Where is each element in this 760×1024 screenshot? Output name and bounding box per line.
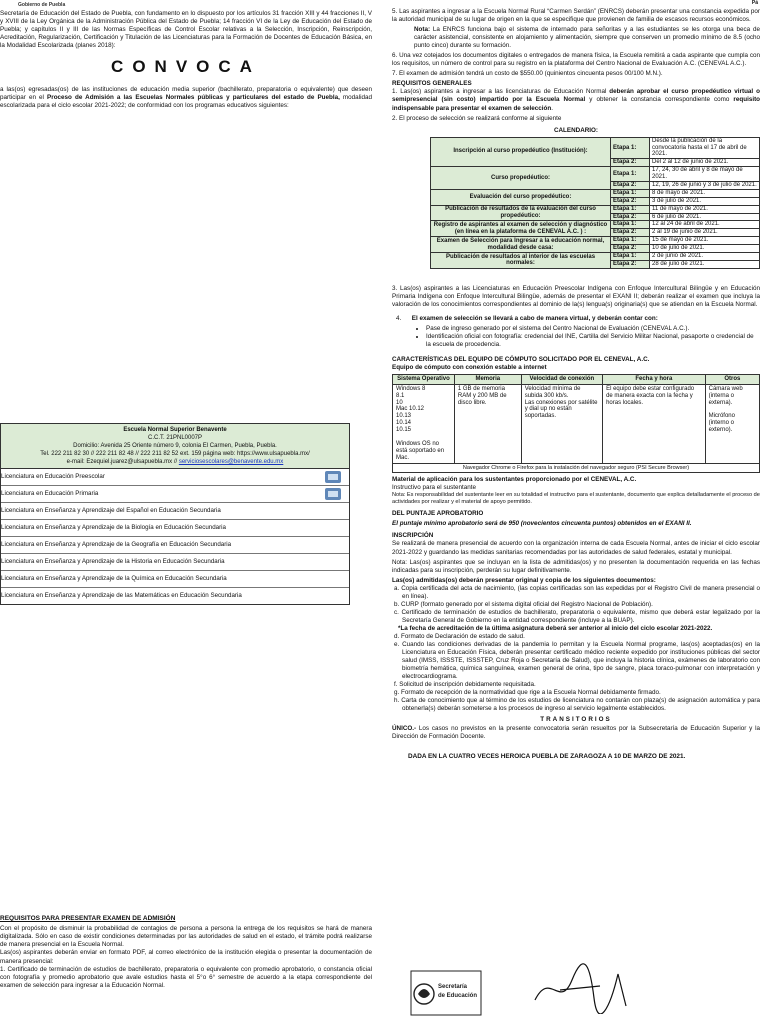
program-row: Licenciatura en Enseñanza y Aprendizaje de la Biología en Educación Secundaria <box>1 520 349 537</box>
right-column <box>392 0 760 761</box>
calendar-date: 17, 24, 30 de abril y 8 de mayo de 2021. <box>650 167 760 182</box>
program-logo-icon <box>325 471 341 483</box>
inscripcion-text: Se realizará de manera presencial de acuerdo con la organización interna de cada Escuela Normal, antes de iniciar el ciclo escolar 2021-2022 y guardando las medidas sanitarias recomendadas por las autoridades de salud federales, estatal y municipal. <box>392 540 760 556</box>
calendar-date: 12 al 24 de abril de 2021. <box>650 221 760 229</box>
school-email: e-mail: Ezequiel.juarez@ulsapuebla.mx // serviciosescolares@benavente.edu.mx <box>66 459 284 466</box>
program-row: Licenciatura en Educación Primaria <box>1 486 349 503</box>
doc-item: g. Formato de recepción de la normatividad que rige a la Escuela Normal debidamente firmado. <box>394 689 661 697</box>
calendar-row <box>431 221 760 229</box>
program-logo-icon <box>325 488 341 500</box>
school-address: Domicilio: Avenida 25 Oriente número 9, colonia El Carmen, Puebla, Puebla. <box>73 443 277 450</box>
doc-item: e. Cuando las condiciones derivadas de la pandemia lo permitan y la Escuela Normal programe, las(os) aceptadas(os) en la Licenciatura en Educación Física, deberán presentar certificado médico reciente expedido por instituciones públicas del sector salud (IMSS, ISSSTE, ISSSTEP, Cruz Roja o Secretaría de Salud), que incluya la historia clínica, exámenes de laboratorio con biometría hemática, química sanguínea, examen general de orina, tipo de sangre, placa toraco-pulmonar con interpretación y electrocardiograma. <box>394 641 760 681</box>
calendar-activity: Curso propedéutico: <box>431 167 611 190</box>
calendar-date: Desde la publicación de la convocatoria hasta el 17 de abril de 2021. <box>650 137 760 159</box>
calendar-table <box>430 137 760 269</box>
doc-item: a. Copia certificada del acta de nacimiento, (las copias certificadas son las expedidas por el Registro Civil de manera presencial o en línea). <box>394 584 760 600</box>
left-column <box>0 0 372 110</box>
transitorios-title: TRANSITORIOS <box>540 716 612 724</box>
req-general-title: REQUISITOS GENERALES <box>392 80 472 88</box>
doc-item: c. Certificado de terminación de estudios de bachillerato, preparatoria o equivalente, mismo que deberá estar legalizado por la Secretaría General de Gobierno en la entidad correspondiente (incluye a la BUAP). <box>394 608 760 624</box>
calendar-date: 6 de julio de 2021. <box>650 213 760 221</box>
preamble: Secretaría de Educación del Estado de Puebla, con fundamento en lo dispuesto por los artículos 31 fracción XIII y 44 fracciones II, V y XVIII de la Ley Orgánica de la Administración Pública del Estado de Puebla; 14 fracción VI de la Ley de Educación del Estado de Puebla; y capítulos II y III de las Normas Específicas de Control Escolar relativas a la Selección, Inscripción, Reinscripción, Acreditación, Regularización, Certificación y Titulación de las Licenciaturas para la Formación de Docentes de Educación Básica, en la Modalidad Escolarizada (planes 2018): <box>0 10 372 50</box>
calendar-stage: Etapa 1: <box>611 221 650 229</box>
inscripcion-note: Nota: Las(os) aspirantes que se incluyan en la lista de admitidas(os) y no presenten la documentación requerida en las fechas indicadas para su inscripción, perderán su lugar definitivamente. <box>392 558 760 574</box>
unico-text: ÚNICO.- Los casos no previstos en la presente convocatoria serán resueltos por la Subsecretaría de Educación Superior y la Dirección de Formación Docente. <box>392 724 760 740</box>
gov-label: Gobierno de Puebla <box>18 2 66 8</box>
doc-item: d. Formato de Declaración de estado de salud. <box>394 632 525 640</box>
list-item: • Pase de ingreso generado por el sistema del Centro Nacional de Evaluación (CENEVAL A.C.). <box>426 325 760 333</box>
req-general-3: 3. Las(os) aspirantes a las Licenciaturas en Educación Preescolar Indígena con Enfoque Intercultural Bilingüe y en Educación Primaria Indígena con Enfoque Intercultural Bilingüe, además de presentar el EXANI II; deberán realizar el examen que incluya la valoración de los conocimientos correspondientes al dominio de la(s) lengua(s) originaria(s) que se atiendan en la Escuela Normal. <box>392 284 760 308</box>
equip-cell: Velocidad mínima de subida 300 kb/s. Las conexiones por satélite y dial up no están soportadas. <box>521 384 602 463</box>
equip-subtitle: Equipo de cómputo con conexión estable a internet <box>392 364 547 372</box>
puntaje-title: DEL PUNTAJE APROBATORIO <box>392 510 484 518</box>
calendar-activity: Inscripción al curso propedéutico (Institución): <box>431 137 611 167</box>
program-list <box>1 469 349 604</box>
calendar-activity: Examen de Selección para Ingresar a la educación normal, modalidad desde casa: <box>431 237 611 253</box>
calendar-stage: Etapa 2: <box>611 260 650 268</box>
calendar-stage: Etapa 1: <box>611 237 650 245</box>
requirements-title: REQUISITOS PARA PRESENTAR EXAMEN DE ADMISIÓN <box>0 915 176 922</box>
req-general-2: 2. El proceso de selección se realizará conforme al siguiente <box>392 114 562 122</box>
requirements-section <box>0 915 372 990</box>
requirements-p2: Las(os) aspirantes deberán enviar en formato PDF, al correo electrónico de la institución elegida o presentar la documentación de manera presencial: <box>0 949 372 965</box>
doc-c-note: *La fecha de acreditación de la última asignatura deberá ser anterior al inicio del ciclo escolar 2021-2022. <box>398 624 713 632</box>
calendar-activity: Registro de aspirantes al examen de selección y diagnóstico (en línea en la plataforma de CENEVAL A.C. ) : <box>431 221 611 237</box>
equipment-table <box>392 374 760 473</box>
program-row: Licenciatura en Enseñanza y Aprendizaje de las Matemáticas en Educación Secundaria <box>1 592 242 600</box>
calendar-stage: Etapa 2: <box>611 213 650 221</box>
signature-icon <box>530 960 640 1014</box>
calendar-stage: Etapa 1: <box>611 253 650 261</box>
req-general-1: 1. Las(os) aspirantes a ingresar a las licenciaturas de Educación Normal deberán aprobar el curso propedéutico virtual o semipresencial (sin costo) impartido por la Escuela Normal y obtener la constancia correspondiente como requisito indispensable para presentar el examen de selección. <box>392 88 760 112</box>
school-header <box>1 424 349 469</box>
calendar-stage: Etapa 2: <box>611 245 650 253</box>
calendar-stage: Etapa 2: <box>611 182 650 190</box>
equip-header: Otros <box>705 375 759 385</box>
calendar-activity: Publicación de resultados al interior de las escuelas normales: <box>431 253 611 269</box>
calendar-date: 28 de julio de 2021. <box>650 260 760 268</box>
material-item: Instructivo para el sustentante <box>392 483 477 491</box>
program-row: Licenciatura en Enseñanza y Aprendizaje de la Química en Educación Secundaria <box>1 571 349 588</box>
doc-item: h. Carta de conocimiento que al término de los estudios de licenciatura no contarán con plaza(s) de asignación automática y para obtenerla(s) deberán someterse a los procesos de ingreso al servicio legalmente establecidos. <box>394 697 760 713</box>
calendar-date: 3 de julio de 2021. <box>650 197 760 205</box>
program-row: Licenciatura en Enseñanza y Aprendizaje de la Geografía en Educación Secundaria <box>1 537 349 554</box>
docs-list <box>392 585 760 714</box>
seal-stamp <box>410 970 482 1016</box>
school-phones: Tel. 222 211 82 30 // 222 211 82 48 // 222 211 82 52 ext. 159 página web: https://www.ulsapuebla.mx/ <box>40 451 310 458</box>
calendar-row <box>431 167 760 182</box>
calendar-date: 8 de mayo de 2021. <box>650 189 760 197</box>
list-item: • Identificación oficial con fotografía: credencial del INE, Cartilla del Servicio Militar Nacional, pasaporte o credencial de la escuela de procedencia. <box>426 333 760 349</box>
calendar-date: 12, 19, 26 de junio y 3 de julio de 2021. <box>650 182 760 190</box>
requirements-p1: Con el propósito de disminuir la probabilidad de contagios de persona a persona la entrega de los requisitos se hará de manera digitalizada. Sólo en caso de existir condiciones determinadas por las autoridades de salud en el estado, el trámite podrá realizarse de manera presencial en la Escuela Normal. <box>0 925 372 949</box>
calendar-row <box>431 205 760 213</box>
puntaje-text: El puntaje mínimo aprobatorio será de 950 (novecientos cincuenta puntos) obtenidos en el EXANI II. <box>392 520 692 528</box>
enrcs-note: Nota: La ENRCS funciona bajo el sistema de internado para señoritas y a las estudiantes se les otorga una beca de carácter asistencial, consistente en alojamiento y alimentación, siempre que conserven un promedio mínimo de 8.5 (ocho punto cinco) durante su formación. <box>414 26 760 50</box>
calendar-stage: Etapa 1: <box>611 189 650 197</box>
school-email-link[interactable]: serviciosescolares@benavente.edu.mx <box>178 459 284 466</box>
equip-browser-note: Navegador Chrome o Firefox para la instalación del navegador seguro (PSI Secure Browser) <box>393 463 760 472</box>
equip-header: Sistema Operativo <box>393 375 455 385</box>
school-cct: C.C.T. 21PNL0007P <box>147 435 203 442</box>
calendar-date: 2 al 19 de junio de 2021. <box>650 229 760 237</box>
calendar-date: 15 de mayo de 2021. <box>650 237 760 245</box>
program-row: Licenciatura en Educación Preescolar <box>1 469 349 486</box>
calendar-stage: Etapa 1: <box>611 137 650 159</box>
equip-cell: 1 GB de memoria RAM y 200 MB de disco libre. <box>454 384 521 463</box>
seal-icon <box>410 970 482 1016</box>
equip-header: Velocidad de conexión <box>521 375 602 385</box>
req-5: 5. Las aspirantes a ingresar a la Escuela Normal Rural “Carmen Serdán” (ENRCS) deberán presentar una constancia expedida por la autoridad municipal de su lugar de origen en la que se especifique que provienen de familia de escasos recursos económicos. <box>392 8 760 24</box>
school-table <box>0 423 350 605</box>
req-6: 6. Una vez cotejados los documentos digitales o entregados de manera física, la Escuela remitirá a cada aspirante que cumpla con los requisitos, un número de control para su registro en la plataforma del Centro Nacional de Evaluación A.C. (CENEVAL A.C.). <box>392 52 760 68</box>
calendar-date: 11 de mayo de 2021. <box>650 205 760 213</box>
equip-cell: Cámara web (interna o externa). Micrófono (interno o externo). <box>705 384 759 463</box>
calendar-activity: Publicación de resultados de la evaluación del curso propedéutico: <box>431 205 611 221</box>
calendar-row <box>431 137 760 159</box>
calendar-stage: Etapa 2: <box>611 197 650 205</box>
equip-title: CARACTERÍSTICAS DEL EQUIPO DE CÓMPUTO SOLICITADO POR EL CENEVAL, A.C. <box>392 356 650 364</box>
material-note: Nota: Es responsabilidad del sustentante leer en su totalidad el instructivo para el sustentante, documento que explica detalladamente el proceso de actividades por realizar y el material de apoyo permitido. <box>392 492 760 506</box>
calendar-date: 2 de junio de 2021. <box>650 253 760 261</box>
program-row: Licenciatura en Enseñanza y Aprendizaje de la Historia en Educación Secundaria <box>1 554 349 571</box>
svg-text:Secretaría: Secretaría <box>438 984 468 990</box>
req-general-4: 4. El examen de selección se llevará a cabo de manera virtual, y deberán contar con: <box>396 314 658 322</box>
program-row: Licenciatura en Enseñanza y Aprendizaje del Español en Educación Secundaria <box>1 503 349 520</box>
svg-text:de Educación: de Educación <box>438 993 478 999</box>
calendar-activity: Evaluación del curso propedéutico: <box>431 189 611 205</box>
req-7: 7. El examen de admisión tendrá un costo de $550.00 (quinientos cincuenta pesos 00/100 M.N.). <box>392 70 663 78</box>
page-label: Pá <box>751 0 758 6</box>
doc-item: b. CURP (formato generado por el sistema digital oficial del Registro Nacional de Población). <box>394 600 653 608</box>
calendar-date: Del 2 al 12 de junio de 2021. <box>650 159 760 167</box>
calendar-stage: Etapa 2: <box>611 159 650 167</box>
dado-text: DADA EN LA CUATRO VECES HEROICA PUEBLA DE ZARAGOZA A 10 DE MARZO DE 2021. <box>408 752 686 760</box>
school-name: Escuela Normal Superior Benavente <box>123 427 227 433</box>
calendar-row <box>431 237 760 245</box>
convoca-heading: CONVOCA <box>111 57 261 77</box>
calendar-row <box>431 189 760 197</box>
exam-requirements-list <box>392 325 760 349</box>
calendar-title: CALENDARIO: <box>553 126 599 134</box>
docs-title: Las(os) admitidas(os) deberán presentar original y copia de los siguientes documentos: <box>392 576 656 584</box>
calendar-date: 10 de julio de 2021. <box>650 245 760 253</box>
equip-cell: El equipo debe estar configurado de manera exacta con la fecha y horas locales. <box>603 384 706 463</box>
intro-paragraph: a las(os) egresadas(os) de las instituciones de educación media superior (bachillerato, preparatoria o equivalente) que deseen participar en el Proceso de Admisión a las Escuelas Normales públicas y particulares del estado de Puebla, modalidad escolarizada para el ciclo escolar 2021-2022; de conformidad con los programas educativos siguientes: <box>0 85 372 110</box>
equip-header: Memoria <box>454 375 521 385</box>
doc-item: f. Solicitud de inscripción debidamente requisitada. <box>394 681 536 689</box>
equip-header: Fecha y hora <box>603 375 706 385</box>
calendar-stage: Etapa 2: <box>611 229 650 237</box>
calendar-row <box>431 253 760 261</box>
equip-cell: Windows 8 8.1 10 Mac 10.12 10.13 10.14 10.15 Windows OS no está soportado en Mac. <box>393 384 455 463</box>
calendar-stage: Etapa 1: <box>611 205 650 213</box>
signature <box>530 960 640 1014</box>
material-title: Material de aplicación para los sustentantes proporcionado por el CENEVAL, A.C. <box>392 475 637 483</box>
requirements-p3: 1. Certificado de terminación de estudios de bachillerato, preparatoria o equivalente con promedio aprobatorio, o constancia oficial con fotografía y promedio aprobatorio que avale estudios hasta el 5°o 6° semestre de acuerdo a la etapa correspondiente del examen de selección para ingresar a la Educación Normal. <box>0 965 372 989</box>
calendar-stage: Etapa 1: <box>611 167 650 182</box>
inscripcion-title: INSCRIPCIÓN <box>392 532 434 540</box>
